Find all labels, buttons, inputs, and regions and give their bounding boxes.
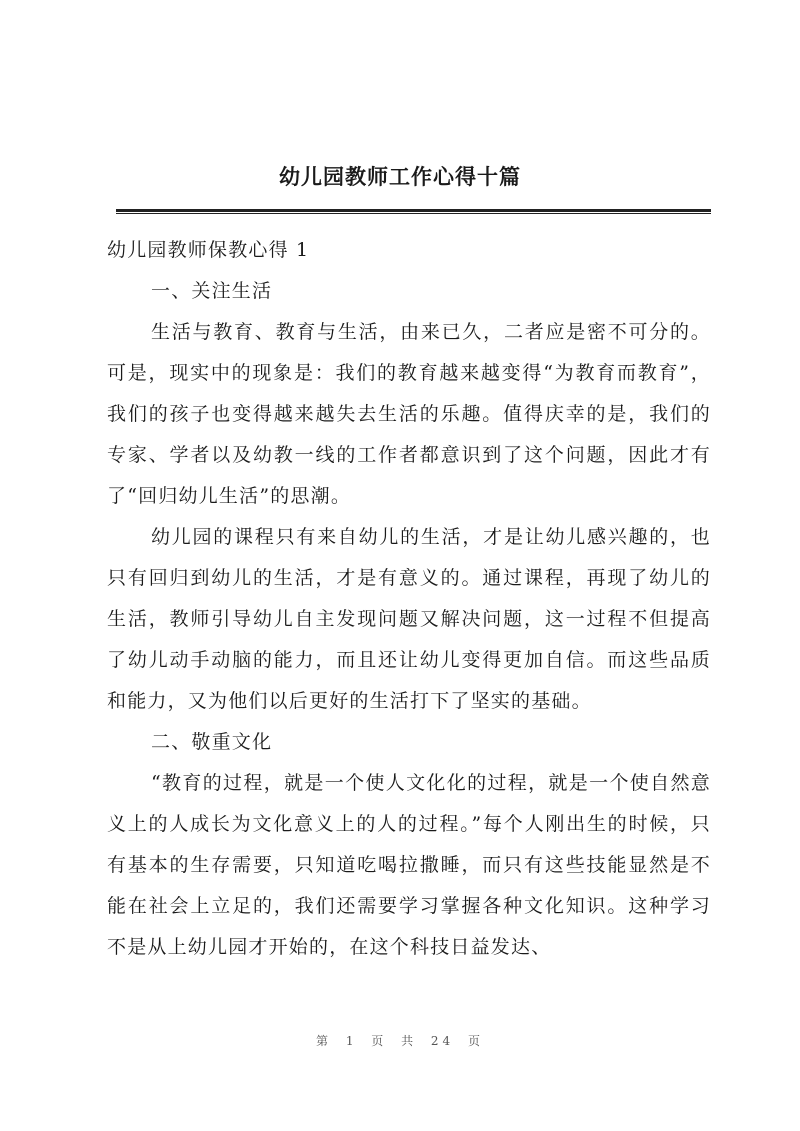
document-body: [107, 230, 711, 968]
page-number-footer: 第 1 页 共 24 页: [316, 1034, 484, 1048]
paragraph-life-and-education: 生活与教育、教育与生活，由来已久，二者应是密不可分的。可是，现实中的现象是：我们的教育越来越变得“为教育而教育”，我们的孩子也变得越来越失去生活的乐趣。值得庆幸的是，我们的专家、学者以及幼教一线的工作者都意识到了这个问题，因此才有了“回归幼儿生活”的思潮。: [107, 321, 711, 507]
subheading-care-for-life: 一、关注生活: [151, 280, 273, 302]
subheading-respect-culture: 二、敬重文化: [151, 731, 273, 753]
paragraph-curriculum: 幼儿园的课程只有来自幼儿的生活，才是让幼儿感兴趣的，也只有回归到幼儿的生活，才是有意义的。通过课程，再现了幼儿的生活，教师引导幼儿自主发现问题又解决问题，这一过程不但提高了幼儿动手动脑的能力，而且还让幼儿变得更加自信。而这些品质和能力，又为他们以后更好的生活打下了坚实的基础。: [107, 526, 711, 712]
title-divider: [116, 209, 711, 214]
section-heading: 幼儿园教师保教心得 1: [107, 239, 310, 261]
paragraph-education-process: “教育的过程，就是一个使人文化化的过程，就是一个使自然意义上的人成长为文化意义上的人的过程。”每个人刚出生的时候，只有基本的生存需要，只知道吃喝拉撒睡，而只有这些技能显然是不能在社会上立足的，我们还需要学习掌握各种文化知识。这种学习不是从上幼儿园才开始的，在这个科技日益发达、: [107, 772, 711, 958]
document-title: 幼儿园教师工作心得十篇: [279, 165, 521, 189]
